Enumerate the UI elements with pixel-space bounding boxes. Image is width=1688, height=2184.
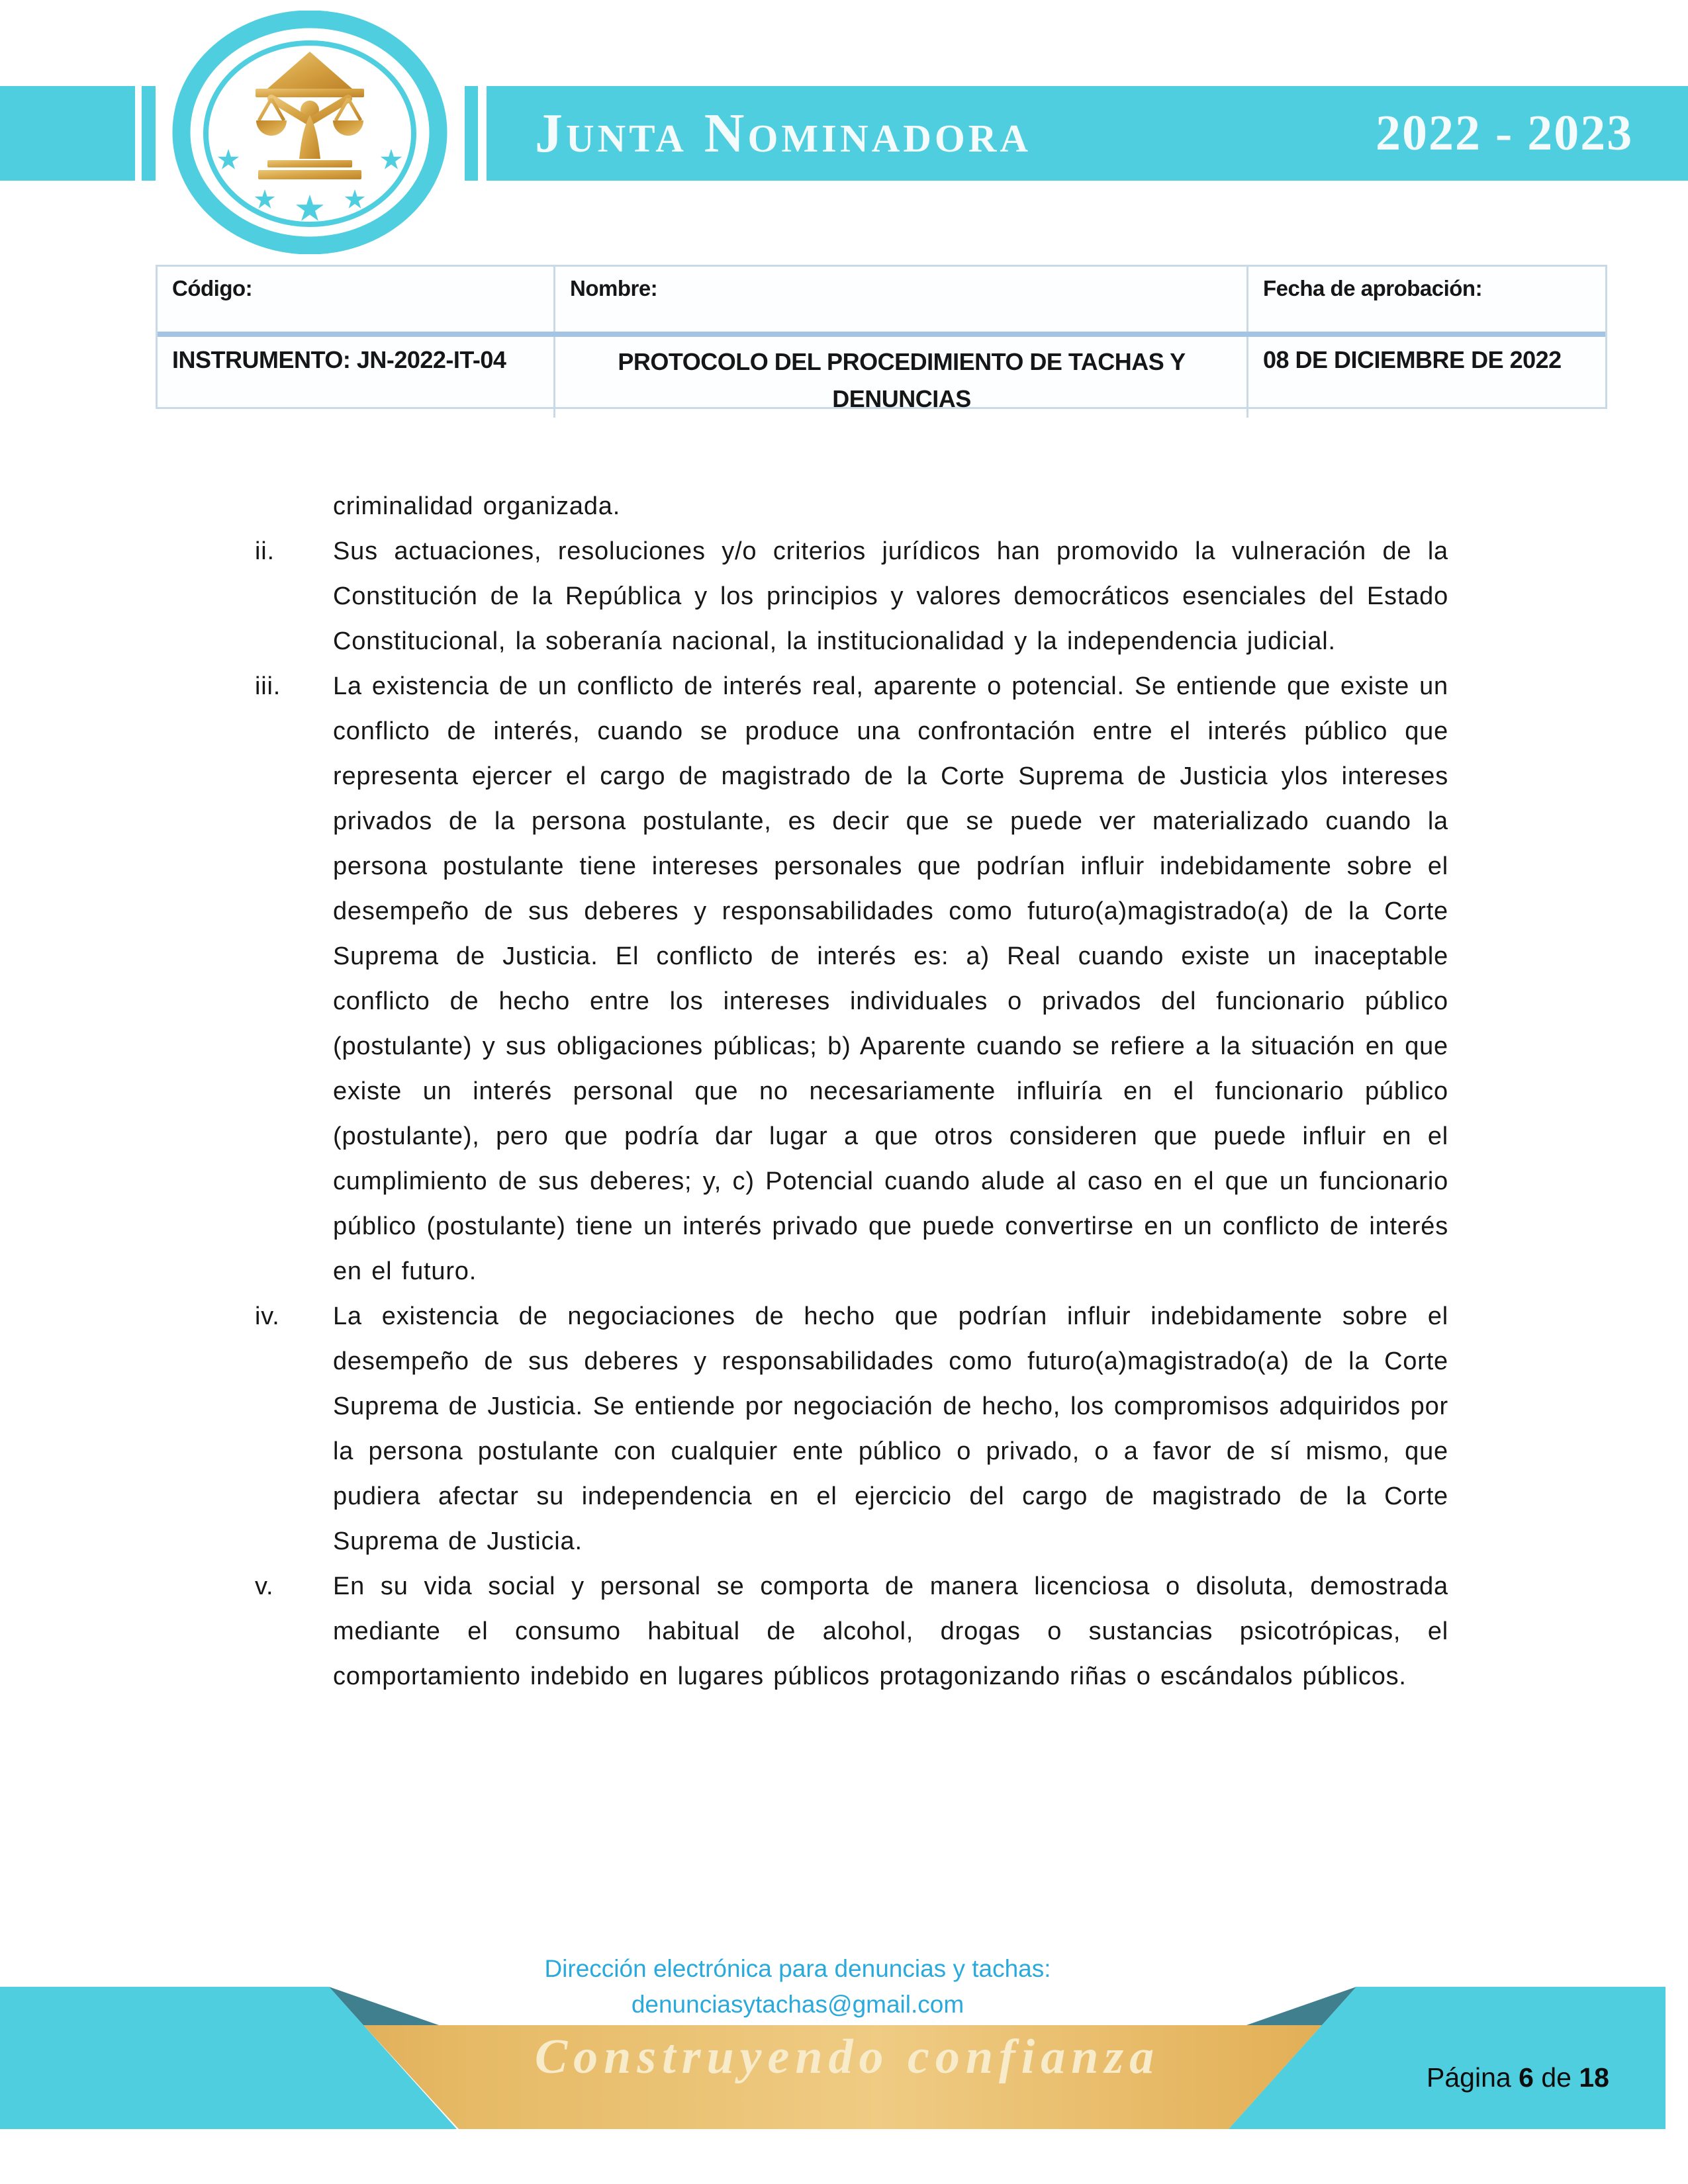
list-item-iv — [255, 1294, 1448, 1564]
list-marker: iv. — [255, 1302, 280, 1330]
junta-nominadora-logo-icon — [171, 11, 449, 254]
list-item-continuation — [255, 484, 1448, 529]
table-cell-codigo: INSTRUMENTO: JN-2022-IT-04 — [158, 337, 555, 418]
list-item-ii — [255, 529, 1448, 664]
page-number-prefix: Página — [1427, 2062, 1511, 2093]
document-body — [255, 484, 1448, 1699]
list-item-text: La existencia de un conflicto de interés real, aparente o potencial. Se entiende que existe un conflicto de interés, cuando se produce una confrontación entre el interés público que representa ejercer el cargo de magistrado de la Corte Suprema de Justicia ylos intereses privados de la persona postulante, es decir que se puede ver materializado cuando la persona postulante tiene intereses personales que podrían influir indebidamente sobre el desempeño de sus deberes y responsabilidades como futuro(a)magistrado(a) de la Corte Suprema de Justicia. El conflicto de interés es: a) Real cuando existe un inaceptable conflicto de hecho entre los intereses individuales o privados del funcionario público (postulante) y sus obligaciones públicas; b) Aparente cuando se refiere a la situación en que existe un interés personal que no necesariamente influiría en el funcionario público (postulante), pero que podría dar lugar a que otros consideren que puede influir en el cumplimiento de sus deberes; y, c) Potencial cuando alude al caso en el que un funcionario público (postulante) tiene un interés privado que puede convertirse en un conflicto de interés en el futuro. — [333, 672, 1448, 1285]
table-separator — [158, 332, 1605, 337]
header-period: 2022 - 2023 — [1376, 105, 1634, 161]
page-number-total: 18 — [1579, 2062, 1609, 2093]
list-item-iii — [255, 664, 1448, 1294]
list-marker: v. — [255, 1572, 274, 1600]
footer-email-link[interactable]: denunciasytachas@gmail.com — [631, 1991, 964, 2018]
page-number-current: 6 — [1519, 2062, 1534, 2093]
doc-info-table — [156, 265, 1607, 412]
ribbon-slogan-text: Construyendo confianza — [534, 2030, 1160, 2084]
table-header-codigo: Código: — [158, 267, 555, 332]
list-marker: iii. — [255, 672, 281, 700]
page-number-separator: de — [1541, 2062, 1571, 2093]
header-band-right-bar — [465, 86, 478, 181]
header-title: Junta Nominadora — [535, 103, 1031, 164]
page-number — [1389, 2062, 1647, 2093]
header-band-left-block — [0, 86, 135, 181]
list-item-text: Sus actuaciones, resoluciones y/o criterios jurídicos han promovido la vulneración de la Constitución de la República y los principios y valores democráticos esenciales del Estado Constitucional, la soberanía nacional, la institucionalidad y la independencia judicial. — [333, 537, 1448, 655]
list-item-v — [255, 1564, 1448, 1699]
list-marker: ii. — [255, 537, 275, 565]
list-item-text: En su vida social y personal se comporta de manera licenciosa o disoluta, demostrada mediante el consumo habitual de alcohol, drogas o sustancias psicotrópicas, el comportamiento indebido en lugares públicos protagonizando riñas o escándalos públicos. — [333, 1572, 1448, 1690]
table-header-fecha: Fecha de aprobación: — [1263, 276, 1483, 300]
footer-ribbon — [0, 1987, 1688, 2129]
list-item-text: La existencia de negociaciones de hecho que podrían influir indebidamente sobre el desempeño de sus deberes y responsabilidades como futuro(a)magistrado(a) de la Corte Suprema de Justicia. Se entiende por negociación de hecho, los compromisos adquiridos por la persona postulante con cualquier ente público o privado, o a favor de sí mismo, que pudiera afectar su independencia en el ejercicio del cargo de magistrado de la Corte Suprema de Justicia. — [333, 1302, 1448, 1555]
header-band-left-bar — [142, 86, 156, 181]
table-cell-fecha: 08 DE DICIEMBRE DE 2022 — [1263, 346, 1562, 373]
table-header-nombre: Nombre: — [555, 267, 1248, 332]
table-cell-nombre: PROTOCOLO DEL PROCEDIMIENTO DE TACHAS Y DENUNCIAS — [555, 337, 1248, 418]
list-item-text: criminalidad organizada. — [333, 492, 621, 520]
footer-contact-label: Dirección electrónica para denuncias y tachas: — [544, 1955, 1051, 1982]
